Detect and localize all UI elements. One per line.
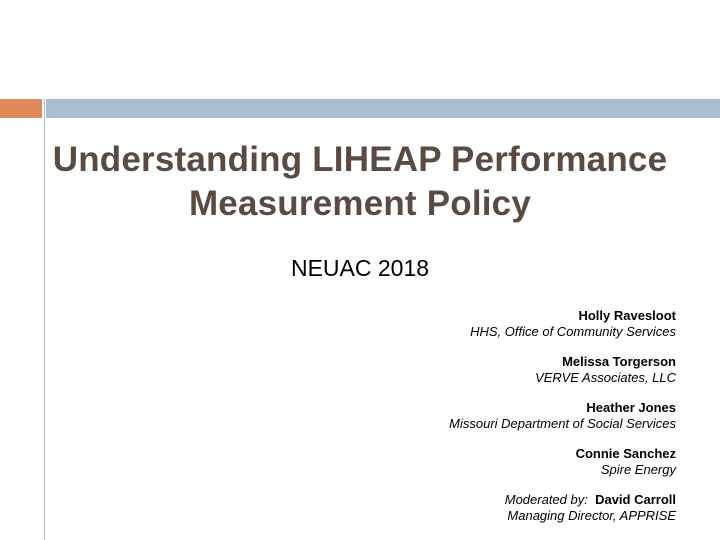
presenter-name: Holly Ravesloot: [578, 308, 676, 323]
accent-bar-orange: [0, 99, 42, 118]
title-line-1: Understanding LIHEAP Performance: [52, 140, 668, 179]
presenter-name: Heather Jones: [586, 400, 676, 415]
presenter-item: [276, 308, 676, 340]
moderator-role: Managing Director, APPRISE: [507, 508, 676, 523]
title-line-2: Measurement Policy: [188, 184, 532, 223]
accent-bar-blue: [46, 99, 720, 118]
presenter-org: Missouri Department of Social Services: [449, 416, 676, 431]
slide-subtitle: [0, 253, 720, 283]
moderator-block: [276, 492, 676, 524]
subtitle-text: NEUAC 2018: [290, 255, 430, 281]
presenter-item: [276, 400, 676, 432]
presenter-item: [276, 354, 676, 386]
moderator-prefix: Moderated by:: [504, 492, 588, 507]
presenter-name: Connie Sanchez: [575, 446, 676, 461]
presenter-org: VERVE Associates, LLC: [535, 370, 676, 385]
moderator-name: David Carroll: [595, 492, 676, 507]
presenter-list: [276, 308, 676, 524]
presenter-org: HHS, Office of Community Services: [470, 324, 676, 339]
moderator-line: [276, 492, 676, 508]
presenter-org: Spire Energy: [600, 462, 676, 477]
presenter-item: [276, 446, 676, 478]
presenter-name: Melissa Torgerson: [562, 354, 676, 369]
slide-title: [0, 138, 720, 226]
